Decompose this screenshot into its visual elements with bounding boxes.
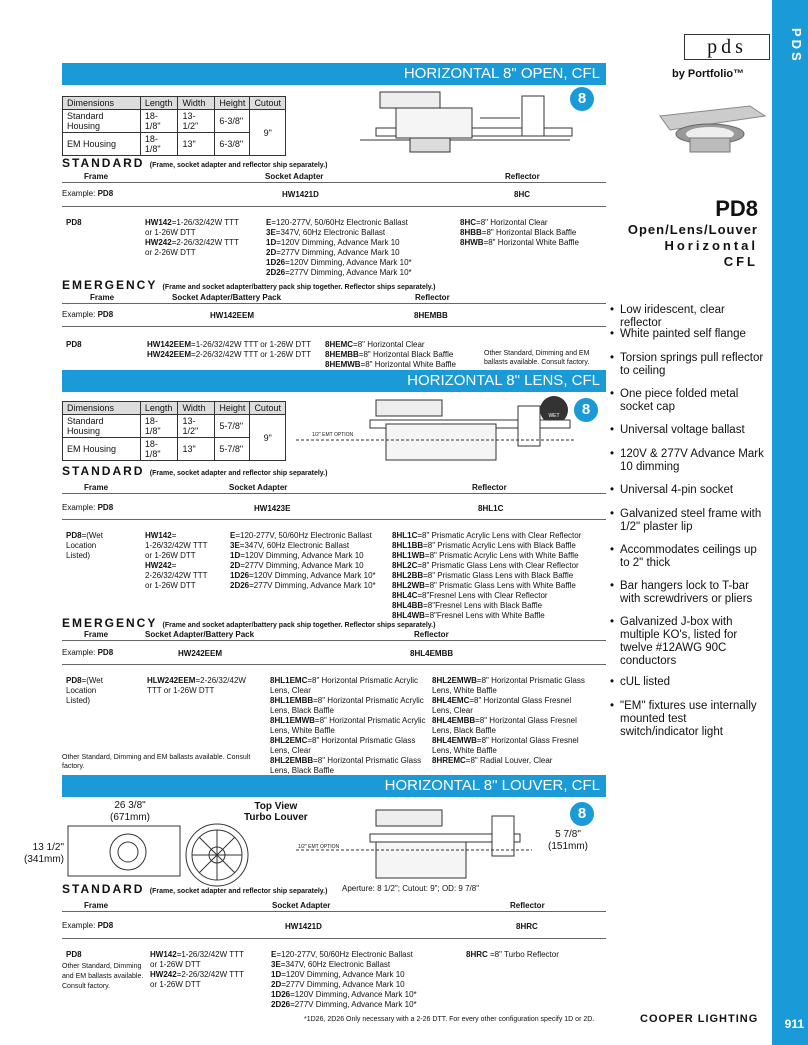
example-row: Example: PD8 [62,921,114,930]
reflector-list: 8HL1C=8" Prismatic Acrylic Lens with Clear Reflector 8HL1BB=8" Prismatic Acrylic Lens with Black Baffle 8HL1WB=8" Prismatic Acrylic Lens with White Baffle 8HL2C=8" Prismatic Glass Lens with Clear Reflector 8HL2BB=8" Prismatic Glass Lens with Black Baffle 8HL2WB=8" Prismatic Glass Lens with White Baffle 8HL4C=8"Fresnel Lens with Clear Reflector 8HL4BB=8"Fresnel Lens with Black Baffle 8HL4WB=8"Fresnel Lens with White Baffle [392,531,582,620]
ballast-list: E=120-277V, 50/60Hz Electronic Ballast 3E=347V, 60Hz Electronic Ballast 1D=120V Dimming, Advance Mark 10 2D=277V Dimming, Advance Mark 10 1D26=120V Dimming, Advance Mark 10* 2D26=277V Dimming, Advance Mark 10* [230,531,376,590]
feature-item: • Galvanized J-box with multiple KO's, listed for twelve #12AWG 90C conductors [610,616,768,668]
feature-item: • Galvanized steel frame with 1/2" plaster lip [610,508,768,534]
emt-label: 1/2" EMT OPTION [298,844,340,850]
example-socket: HW1421D [282,190,319,199]
frame-code: PD8 [66,218,82,227]
example-socket: HW1423E [254,504,291,513]
example-row: Example: PD8 [62,310,114,319]
frame-code: PD8=(Wet Location Listed) [66,676,103,705]
ballast-list: E=120-277V, 50/60Hz Electronic Ballast 3E=347V, 60Hz Electronic Ballast 1D=120V Dimming, Advance Mark 10 2D=277V Dimming, Advance Mark 10 1D26=120V Dimming, Advance Mark 10* 2D26=277V Dimming, Advance Mark 10* [266,218,412,277]
section-title-emergency: EMERGENCY (Frame and socket adapter/battery pack ship together. Reflector ships separately.) [62,616,436,630]
emt-label: 1/2" EMT OPTION [312,432,354,438]
example-reflector: 8HRC [516,922,538,931]
feature-item: • "EM" fixtures use internally mounted test switch/indicator light [610,700,768,739]
section-band-louver: HORIZONTAL 8" LOUVER, CFL [62,775,606,797]
col-reflector: Reflector [414,630,449,639]
feature-item: • Universal 4-pin socket [610,484,768,497]
turbo-louver-drawing [184,822,250,888]
feature-item: • cUL listed [610,676,768,689]
reflector-list: 8HEMC=8" Horizontal Clear 8HEMBB=8" Horizontal Black Baffle 8HEMWB=8" Horizontal White Baffle [325,340,456,369]
dimensions-table: Dimensions Length Width Height Cutout Standard Housing 18-1/8" 13-1/2" 6-3/8" 9" EM Housing 18-1/8" 13" 6-3/8" [62,96,286,156]
col-frame: Frame [84,630,109,639]
dim-width: 26 3/8" (671mm) [110,800,151,823]
product-code: PD8 [715,196,758,221]
footnote: *1D26, 2D26 Only necessary with a 2-26 DTT. For every other configuration specify 1D or 2D. [304,1016,595,1023]
socket-adapter-list: HW142= 1-26/32/42W TTT or 1-26W DTT HW242= 2-26/32/42W TTT or 1-26W DTT [145,531,208,590]
pds-logo: pds [684,34,770,60]
reflector-list: 8HL1EMC=8" Horizontal Prismatic Acrylic Lens, Clear 8HL1EMBB=8" Horizontal Prismatic Acrylic Lens, Black Baffle 8HL1EMWB=8" Horizontal Prismatic Acrylic Lens, White Baffle 8HL2EMC=8" Horizontal Prismatic Glass Lens, Clear 8HL2EMBB=8" Horizontal Prismatic Glass Lens, Black Baffle [270,676,426,775]
divider [62,911,606,912]
feature-item: • One piece folded metal socket cap [610,388,768,414]
frame-code: PD8 [66,950,82,959]
section-badge: 8 [570,802,594,826]
col-frame: Frame [90,293,115,302]
col-reflector: Reflector [415,293,450,302]
divider [62,493,606,494]
example-reflector: 8HEMBB [414,311,448,320]
dim-depth: 5 7/8" (151mm) [548,829,589,852]
top-view-label: Top View Turbo Louver [244,801,308,823]
dim-height: 13 1/2" (341mm) [24,842,65,865]
divider [62,326,606,327]
other-note: Other Standard, Dimming and EM ballasts available. Consult factory. [62,963,144,990]
product-desc-3: CFL [723,254,758,269]
col-socket-adapter: Socket Adapter [272,901,331,910]
example-socket: HW1421D [285,922,322,931]
frame-top-view [66,822,186,882]
divider [62,664,606,665]
divider [62,938,606,939]
other-note: Other Standard, Dimming and EM ballasts available. Consult factory. [62,754,251,770]
feature-item: • Accommodates ceilings up to 2" thick [610,544,768,570]
reflector-list: 8HL2EMWB=8" Horizontal Prismatic Glass Lens, White Baffle 8HL4EMC=8" Horizontal Glass Fresnel Lens, Clear 8HL4EMBB=8" Horizontal Glass Fresnel Lens, Black Baffle 8HL4EMWB=8" Horizontal Glass Fresnel Lens, White Baffle 8HREMC=8" Radial Louver, Clear [432,676,585,765]
example-reflector: 8HC [514,190,531,199]
company-name: COOPER LIGHTING [640,1013,759,1025]
example-socket: HW142EEM [210,311,255,320]
frame-code: PD8=(Wet Location Listed) [66,531,103,560]
col-socket-adapter: Socket Adapter [265,172,324,181]
frame-code: PD8 [66,340,82,349]
socket-adapter-list: HW142=1-26/32/42W TTT or 1-26W DTT HW242=2-26/32/42W TTT or 1-26W DTT [150,950,244,989]
product-photo [640,96,768,160]
section-title-standard: STANDARD (Frame, socket adapter and reflector ship separately.) [62,156,328,170]
example-row: Example: PD8 [62,189,114,198]
section-band-lens: HORIZONTAL 8" LENS, CFL [62,370,606,392]
col-frame: Frame [84,483,109,492]
socket-adapter-list: HW142EEM=1-26/32/42W TTT or 1-26W DTT HW242EEM=2-26/32/42W TTT or 1-26W DTT [147,340,311,359]
other-note: Other Standard, Dimming and EM ballasts available. Consult factory. [484,350,590,366]
example-reflector: 8HL1C [478,504,504,513]
col-reflector: Reflector [505,172,540,181]
product-desc-2: Horizontal [664,238,758,253]
page-number: 911 [784,1017,804,1031]
dimensions-table: Dimensions Length Width Height Cutout Standard Housing 18-1/8" 13-1/2" 5-7/8" 9" EM Housing 18-1/8" 13" 5-7/8" [62,401,286,461]
product-desc-1: Open/Lens/Louver [627,222,758,237]
wet-location-icon: WET LOCATION [540,396,568,424]
socket-adapter-list: HW142=1-26/32/42W TTT or 1-26W DTT HW242=2-26/32/42W TTT or 2-26W DTT [145,218,239,257]
section-band-open: HORIZONTAL 8" OPEN, CFL [62,63,606,85]
example-row: Example: PD8 [62,648,114,657]
feature-item: • Low iridescent, clear reflector [610,304,768,330]
reflector-list: 8HRC =8" Turbo Reflector [466,950,559,959]
byline: by Portfolio™ [672,68,745,80]
reflector-list: 8HC=8" Horizontal Clear 8HBB=8" Horizontal Black Baffle 8HWB=8" Horizontal White Baffle [460,218,579,247]
feature-item: • Torsion springs pull reflector to ceiling [610,352,768,378]
col-socket-adapter: Socket Adapter/Battery Pack [145,630,255,639]
section-title-emergency: EMERGENCY (Frame and socket adapter/battery pack ship together. Reflector ships separately.) [62,278,436,292]
col-reflector: Reflector [472,483,507,492]
divider [62,640,606,641]
col-socket-adapter: Socket Adapter/Battery Pack [172,293,282,302]
socket-adapter-list: HLW242EEM=2-26/32/42W TTT or 1-26W DTT [147,676,246,695]
feature-item: • Bar hangers lock to T-bar with screwdrivers or pliers [610,580,768,606]
side-tab-label: PDS [789,28,804,64]
example-socket: HW242EEM [178,649,223,658]
col-reflector: Reflector [510,901,545,910]
col-frame: Frame [84,901,109,910]
fixture-drawing-open [360,88,590,158]
divider [62,182,606,183]
divider [62,206,606,207]
feature-item: • Universal voltage ballast [610,424,768,437]
section-badge: 8 [570,87,594,111]
divider [62,303,606,304]
feature-item: • 120V & 277V Advance Mark 10 dimming [610,448,768,474]
feature-item: • White painted self flange [610,328,768,341]
aperture-note: Aperture: 8 1/2"; Cutout: 9"; OD: 9 7/8" [342,884,480,893]
divider [62,519,606,520]
col-socket-adapter: Socket Adapter [229,483,288,492]
example-reflector: 8HL4EMBB [410,649,454,658]
col-frame: Frame [84,172,109,181]
side-tab [772,0,808,1045]
ballast-list: E=120-277V, 50/60Hz Electronic Ballast 3E=347V, 60Hz Electronic Ballast 1D=120V Dimming, Advance Mark 10 2D=277V Dimming, Advance Mark 10 1D26=120V Dimming, Advance Mark 10* 2D26=277V Dimming, Advance Mark 10* [271,950,417,1009]
section-title-standard: STANDARD (Frame, socket adapter and reflector ship separately.) [62,882,328,896]
example-row: Example: PD8 [62,503,114,512]
section-badge: 8 [574,398,598,422]
section-title-standard: STANDARD (Frame, socket adapter and reflector ship separately.) [62,464,328,478]
